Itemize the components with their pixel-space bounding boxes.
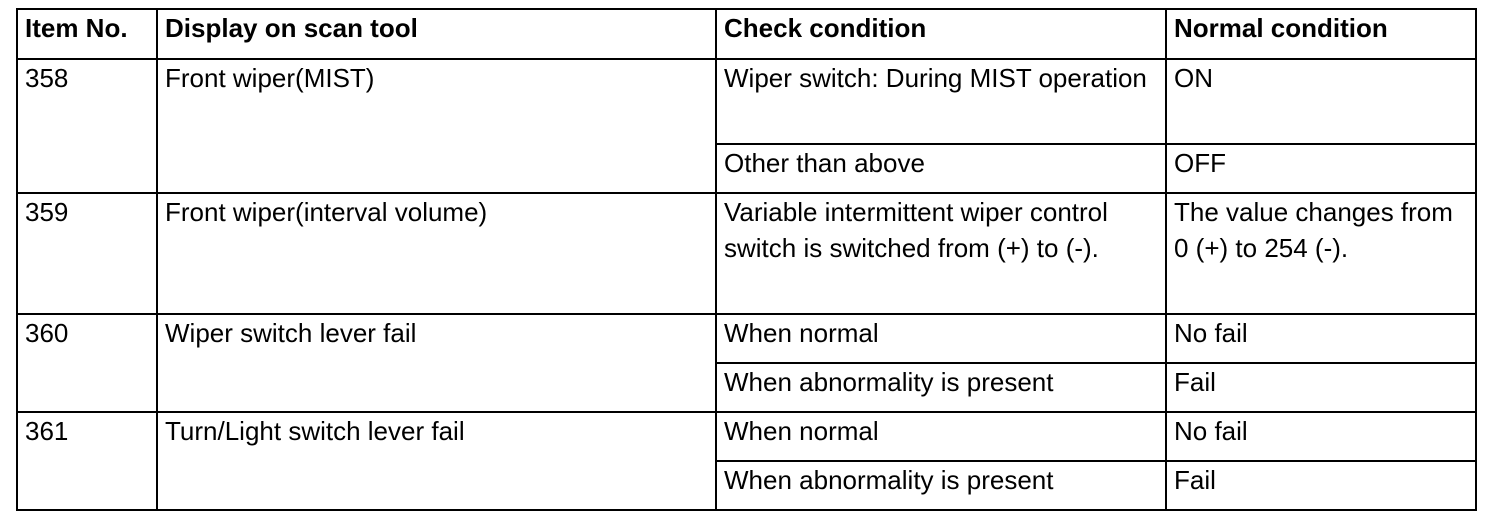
display-cell: Turn/Light switch lever fail — [157, 412, 716, 510]
normal-condition-cell: OFF — [1166, 144, 1476, 193]
item-no-cell: 360 — [17, 314, 157, 412]
normal-condition-cell: No fail — [1166, 314, 1476, 363]
check-condition-cell: Wiper switch: During MIST operation — [716, 59, 1166, 144]
normal-condition-cell: ON — [1166, 59, 1476, 144]
check-condition-cell: When abnormality is present — [716, 363, 1166, 412]
header-check-condition: Check condition — [716, 9, 1166, 59]
display-cell: Wiper switch lever fail — [157, 314, 716, 412]
table-row — [17, 314, 1476, 363]
table-row — [17, 193, 1476, 314]
check-condition-cell: Variable intermittent wiper control switch is switched from (+) to (-). — [716, 193, 1166, 314]
check-condition-cell: When abnormality is present — [716, 461, 1166, 510]
header-row — [17, 9, 1476, 59]
normal-condition-cell: Fail — [1166, 363, 1476, 412]
normal-condition-cell: Fail — [1166, 461, 1476, 510]
item-no-cell: 359 — [17, 193, 157, 314]
header-item-no: Item No. — [17, 9, 157, 59]
display-cell: Front wiper(interval volume) — [157, 193, 716, 314]
display-cell: Front wiper(MIST) — [157, 59, 716, 193]
check-condition-cell: Other than above — [716, 144, 1166, 193]
header-normal-condition: Normal condition — [1166, 9, 1476, 59]
normal-condition-cell: No fail — [1166, 412, 1476, 461]
item-no-cell: 361 — [17, 412, 157, 510]
header-display: Display on scan tool — [157, 9, 716, 59]
item-no-cell: 358 — [17, 59, 157, 193]
normal-condition-cell: The value changes from 0 (+) to 254 (-). — [1166, 193, 1476, 314]
check-condition-cell: When normal — [716, 412, 1166, 461]
check-condition-cell: When normal — [716, 314, 1166, 363]
table-row — [17, 412, 1476, 461]
table-row — [17, 59, 1476, 144]
data-table — [16, 8, 1477, 511]
